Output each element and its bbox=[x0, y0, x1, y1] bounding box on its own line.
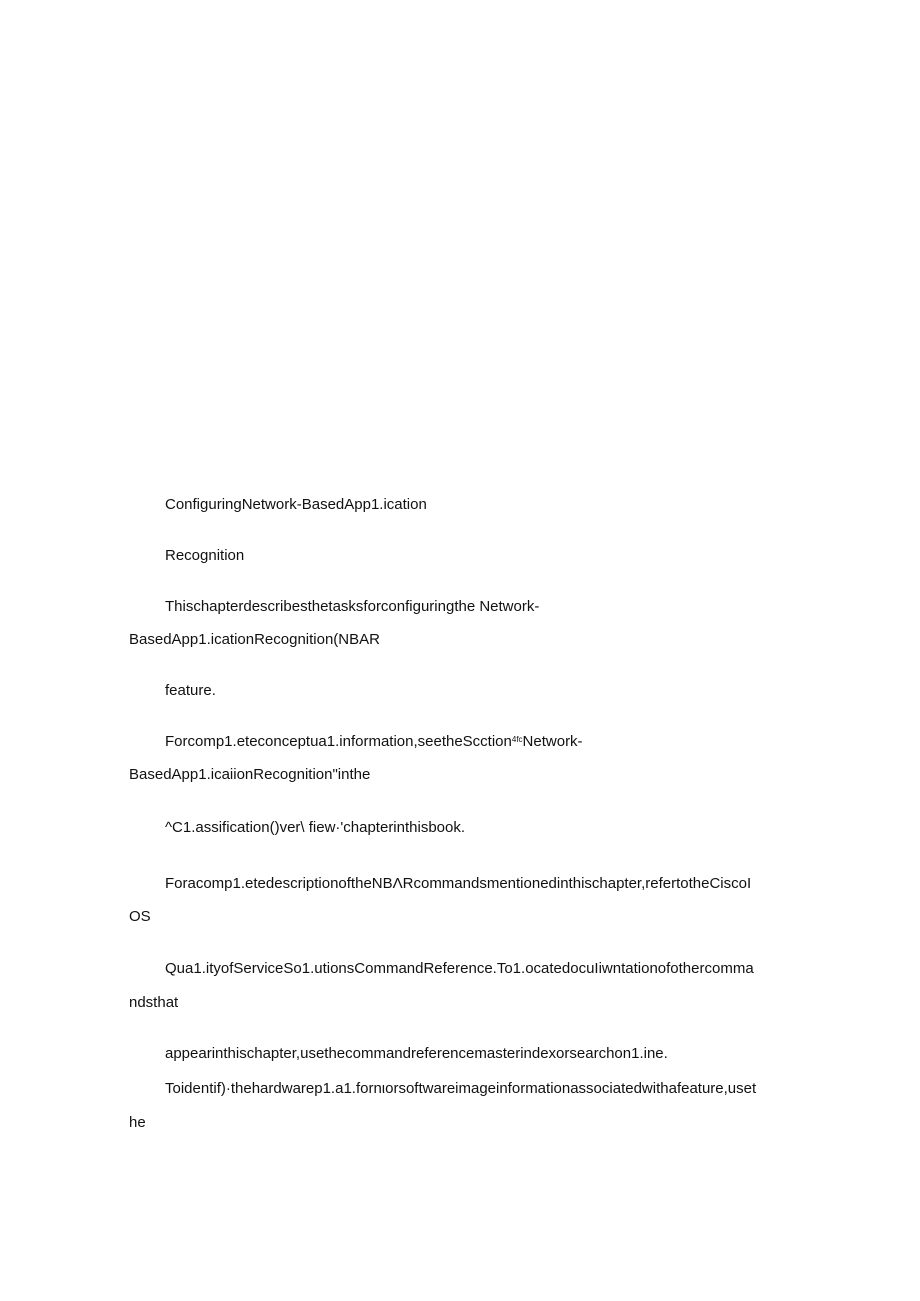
paragraph-1-line-3: feature. bbox=[165, 682, 216, 699]
paragraph-3-line-3: Qua1.ityofServiceSo1.utionsCommandReference.To1.ocatedocuIiwntationofothercomma bbox=[165, 960, 754, 977]
title-line-2: Recognition bbox=[165, 547, 245, 564]
paragraph-2-superscript: 4fc bbox=[511, 735, 523, 744]
paragraph-3-line-1: Foracomp1.etedescriptionoftheNBΛRcommandsmentionedinthischapter,refertotheCiscoI bbox=[165, 875, 752, 892]
paragraph-2-line-1-text-b: Network- bbox=[522, 733, 583, 750]
paragraph-3-line-4: ndsthat bbox=[129, 994, 179, 1011]
paragraph-4-line-2: he bbox=[129, 1114, 146, 1131]
paragraph-1-line-2: BasedApp1.icationRecognition(NBAR bbox=[129, 631, 380, 648]
paragraph-2-line-2: BasedApp1.icaiionRecognition"inthe bbox=[129, 766, 371, 783]
paragraph-3-line-2: OS bbox=[129, 908, 151, 925]
paragraph-4-line-1: Toidentif)·thehardwarep1.a1.fornιorsoftwareimageinformationassociatedwithafeature,uset bbox=[165, 1080, 757, 1097]
paragraph-2-line-1 bbox=[165, 733, 583, 751]
paragraph-2-line-3: ^C1.assification()ver\ fiew·'chapterinthisbook. bbox=[165, 819, 466, 836]
paragraph-1-line-1: Thischapterdescribesthetasksforconfiguringthe Network- bbox=[165, 598, 540, 615]
title-line-1: ConfiguringNetwork-BasedApp1.ication bbox=[165, 496, 427, 513]
paragraph-3-line-5: appearinthischapter,usethecommandreferencemasterindexorsearchon1.ine. bbox=[165, 1045, 668, 1062]
paragraph-2-line-1-text-a: Forcomp1.eteconceptua1.information,seetheScction bbox=[165, 733, 512, 750]
